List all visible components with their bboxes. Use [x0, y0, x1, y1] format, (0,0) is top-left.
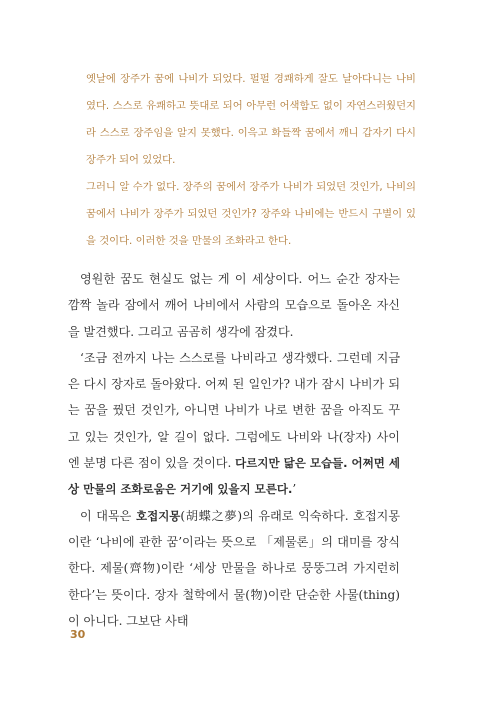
- quote-paragraph-1: 옛날에 장주가 꿈에 나비가 되었다. 펄펄 경쾌하게 잘도 날아다니는 나비였다. 스스로 유쾌하고 뜻대로 되어 아무런 어색함도 없이 자연스러웠던지라 스스로 장주임을 알지 못했다. 이윽고 화들짝 꿈에서 깨니 갑자기 다시 장주가 되어 있었다.: [86, 73, 416, 166]
- quoted-passage: [86, 66, 416, 255]
- body-paragraph-3: [68, 503, 400, 634]
- closing-quote-mark: ’: [292, 482, 297, 497]
- quote-paragraph-2: 그러니 알 수가 없다. 장주의 꿈에서 장주가 나비가 되었던 것인가, 나비의 꿈에서 나비가 장주가 되었던 것인가? 장주와 나비에는 반드시 구별이 있을 것이다. 이러한 것을 만물의 조화라고 한다.: [86, 181, 416, 247]
- page-number: 30: [70, 628, 86, 641]
- body-paragraph-2-text: ‘조금 전까지 나는 스스로를 나비라고 생각했다. 그런데 지금은 다시 장자로 돌아왔다. 어찌 된 일인가? 내가 잠시 나비가 되는 꿈을 꿨던 것인가, 아니면 나비가 나로 변한 꿈을 아직도 꾸고 있는 것인가, 알 길이 없다. 그럼에도 나비와 나(장자) 사이엔 분명 다른 점이 있을 것이다.: [68, 350, 400, 471]
- emphasis-text: 다르지만 닮은 모습들. 어쩌면 세상 만물의 조화로움은 거기에 있을지 모른다.: [68, 456, 400, 497]
- main-text: [68, 266, 400, 634]
- body-paragraph-2: [68, 345, 400, 503]
- body-paragraph-3-text: (胡蝶之夢)의 유래로 익숙하다. 호접지몽이란 ‘나비에 관한 꿈’이라는 뜻으로 「제물론」의 대미를 장식한다. 제물(齊物)이란 ‘세상 만물을 하나로 뭉뚱그려 가지런히 한다’는 뜻이다. 장자 철학에서 물(物)이란 단순한 사물(thing)이 아니다. 그보단 사태: [68, 508, 401, 628]
- body-paragraph-3-lead: 이 대목은: [80, 508, 136, 523]
- term-hojeopjimong: 호접지몽: [135, 508, 181, 523]
- body-paragraph-1: 영원한 꿈도 현실도 없는 게 이 세상이다. 어느 순간 장자는 깜짝 놀라 잠에서 깨어 나비에서 사람의 모습으로 돌아온 자신을 발견했다. 그리고 곰곰히 생각에 잠겼다.: [68, 272, 400, 339]
